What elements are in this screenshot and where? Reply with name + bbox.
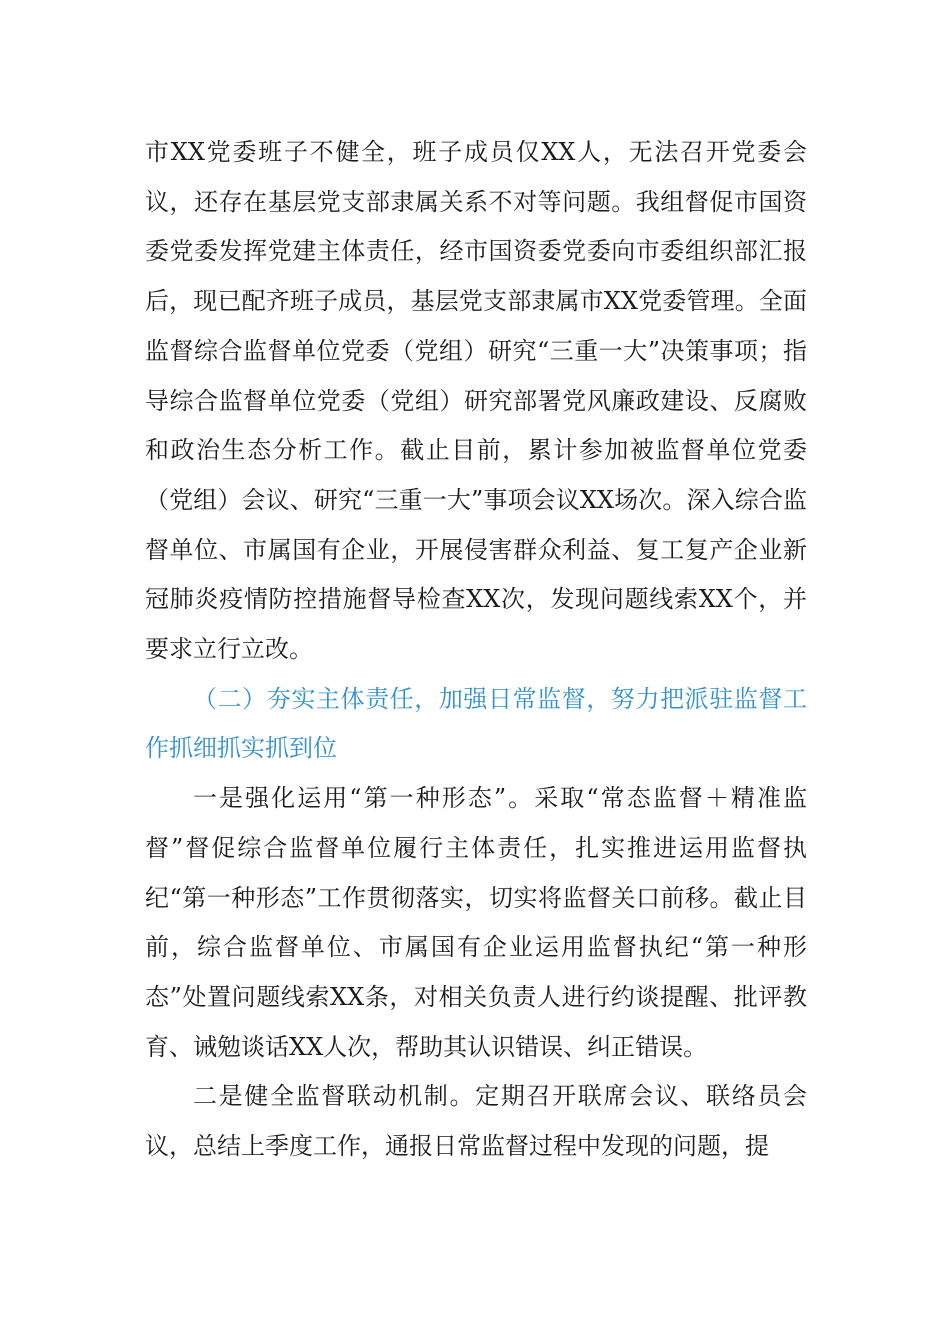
body-paragraph-continued: 市XX党委班子不健全，班子成员仅XX人，无法召开党委会议，还存在基层党支部隶属关系不对等问题。我组督促市国资委党委发挥党建主体责任，经市国资委党委向市委组织部汇报后，现已配齐班子成员，基层党支部隶属市XX党委管理。全面监督综合监督单位党委（党组）研究“三重一大”决策事项；指导综合监督单位党委（党组）研究部署党风廉政建设、反腐败和政治生态分析工作。截止目前，累计参加被监督单位党委（党组）会议、研究“三重一大”事项会议XX场次。深入综合监督单位、市属国有企业，开展侵害群众利益、复工复产企业新冠肺炎疫情防控措施督导检查XX次，发现问题线索XX个，并要求立行立改。 bbox=[145, 138, 807, 664]
document-body bbox=[145, 128, 807, 1172]
body-paragraph-first-form: 一是强化运用“第一种形态”。采取“常态监督＋精准监督”督促综合监督单位履行主体责任，扎实推进运用监督执纪“第一种形态”工作贯彻落实，切实将监督关口前移。截止目前，综合监督单位、市属国有企业运用监督执纪“第一种形态”处置问题线索XX条，对相关负责人进行约谈提醒、批评教育、诫勉谈话XX人次，帮助其认识错误、纠正错误。 bbox=[145, 784, 807, 1061]
section-heading: （二）夯实主体责任，加强日常监督，努力把派驻监督工作抓细抓实抓到位 bbox=[145, 684, 807, 763]
body-paragraph-linkage-mechanism: 二是健全监督联动机制。定期召开联席会议、联络员会议，总结上季度工作，通报日常监督过程中发现的问题，提 bbox=[145, 1082, 807, 1161]
